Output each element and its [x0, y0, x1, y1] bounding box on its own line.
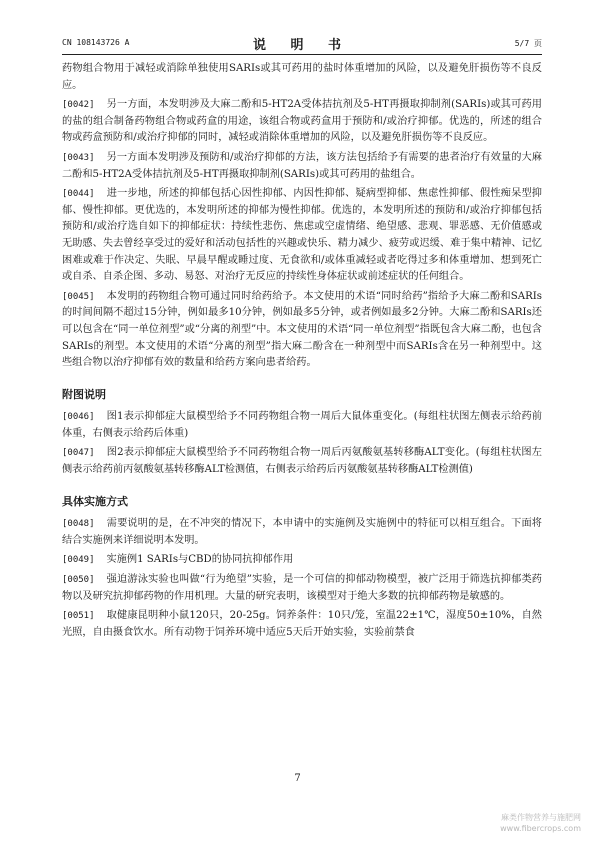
- paragraph-number: [0043]: [62, 152, 95, 163]
- paragraph-0042: [62, 97, 542, 147]
- paragraph-number: [0050]: [62, 575, 95, 586]
- patent-number: CN 108143726 A: [62, 38, 130, 47]
- watermark-url: www.fibercrops.com: [500, 824, 581, 833]
- paragraph-number: [0046]: [62, 412, 95, 423]
- paragraph-text: 另一方面，本发明涉及大麻二酚和5-HT2A受体拮抗剂及5-HT再摄取抑制剂(SARIs)或其可药用的盐的组合制备药物组合物或药盒的用途，该组合物或药盒用于预防和/或治疗抑郁。优选的，所述的组合物或药盒预防和/或治疗抑郁的同时，减轻或消除体重增加的风险，以及避免肝损伤等不良反应。: [62, 99, 542, 144]
- watermark-name: 麻类作物营养与施肥网: [501, 813, 581, 822]
- paragraph-text: 进一步地，所述的抑郁包括心因性抑郁、内因性抑郁、疑病型抑郁、焦虑性抑郁、假性痴呆型抑郁、慢性抑郁。更优选的，本发明所述的抑郁为慢性抑郁。优选的，本发明所述的预防和/或治疗抑郁包括预防和/或治疗选自如下的抑郁症状：持续性悲伤、焦虑或空虚情绪、绝望感、悲观、罪恶感、无价值感或无助感、失去曾经享受过的爱好和活动包括性的兴趣或快乐、精力减少、疲劳或迟缓、难于集中精神、记忆困难或难于作决定、失眠、早晨早醒或睡过度、无食欲和/或体重减轻或者吃得过多和体重增加、想到死亡或自杀、自杀企图、多动、易怒、对治疗无反应的持续性身体症状或前述症状的任何组合。: [62, 188, 542, 283]
- paragraph-0046: [62, 409, 542, 442]
- paragraph-number: [0048]: [62, 519, 95, 530]
- paragraph-continued: 药物组合物用于减轻或消除单独使用SARIs或其可药用的盐时体重增加的风险，以及避免肝损伤等不良反应。: [62, 63, 542, 91]
- paragraph-text: 实施例1 SARIs与CBD的协同抗抑郁作用: [106, 554, 294, 566]
- paragraph-0045: [62, 289, 542, 372]
- paragraph-number: [0047]: [62, 448, 95, 459]
- paragraph-text: 另一方面本发明涉及预防和/或治疗抑郁的方法，该方法包括给予有需要的患者治疗有效量的大麻二酚和5-HT2A受体拮抗剂及5-HT再摄取抑制剂(SARIs)或其可药用的盐组合。: [62, 151, 542, 180]
- paragraph-text: 取健康昆明种小鼠120只，20-25g。饲养条件：10只/笼，室温22±1℃，湿度50±10%，自然光照，自由摄食饮水。所有动物于饲养环境中适应5天后开始实验，实验前禁食: [62, 610, 542, 638]
- document-body: [62, 61, 542, 644]
- page-number: 7: [294, 773, 301, 784]
- paragraph-0047: [62, 445, 542, 478]
- section-heading-figures: 附图说明: [62, 387, 106, 401]
- paragraph-number: [0051]: [62, 611, 95, 622]
- paragraph-number: [0044]: [62, 189, 95, 200]
- paragraph-text: 强迫游泳实验也叫做“行为绝望”实验，是一个可信的抑郁动物模型，被广泛用于筛选抗抑郁类药物以及研究抗抑郁药物的作用机理。大量的研究表明，该模型对于绝大多数的抗抑郁药物是敏感的。: [62, 574, 542, 602]
- paragraph-0051: [62, 608, 542, 641]
- paragraph-0048: [62, 516, 542, 549]
- section-heading-embodiments: 具体实施方式: [62, 494, 128, 508]
- page-indicator: 5/7 页: [514, 39, 542, 48]
- paragraph-text: 本发明的药物组合物可通过同时给药给予。本文使用的术语“同时给药”指给予大麻二酚和SARIs的时间间隔不超过15分钟，例如最多10分钟，例如最多5分钟，或者例如最多2分钟。大麻二酚和SARIs还可以包含在“同一单位剂型”或“分离的剂型”中。本文使用的术语“同一单位剂型”指既包含大麻二酚，也包含SARIs的剂型。本文使用的术语“分离的剂型”指大麻二酚含在一种剂型中而SARIs含在另一种剂型中。这些组合物以治疗抑郁有效的数量和给药方案向患者给药。: [62, 290, 542, 369]
- paragraph-0050: [62, 572, 542, 605]
- paragraph-text: 需要说明的是，在不冲突的情况下，本申请中的实施例及实施例中的特征可以相互组合。下面将结合实施例来详细说明本发明。: [62, 518, 542, 546]
- paragraph-text: 图1表示抑郁症大鼠模型给予不同药物组合物一周后大鼠体重变化。(每组柱状图左侧表示给药前体重，右侧表示给药后体重): [62, 411, 542, 439]
- paragraph-0049: [62, 552, 542, 569]
- watermark: [500, 812, 581, 834]
- paragraph-text: 图2表示抑郁症大鼠模型给予不同药物组合物一周后丙氨酸氨基转移酶ALT变化。(每组柱状图左侧表示给药前丙氨酸氨基转移酶ALT检测值，右侧表示给药后丙氨酸氨基转移酶ALT检测值): [62, 447, 542, 476]
- paragraph-number: [0049]: [62, 555, 95, 566]
- paragraph-number: [0045]: [62, 291, 95, 302]
- paragraph-number: [0042]: [62, 100, 95, 111]
- document-title: 说 明 书: [252, 38, 352, 53]
- paragraph-0043: [62, 150, 542, 183]
- page-header: [62, 36, 542, 55]
- paragraph-0044: [62, 186, 542, 286]
